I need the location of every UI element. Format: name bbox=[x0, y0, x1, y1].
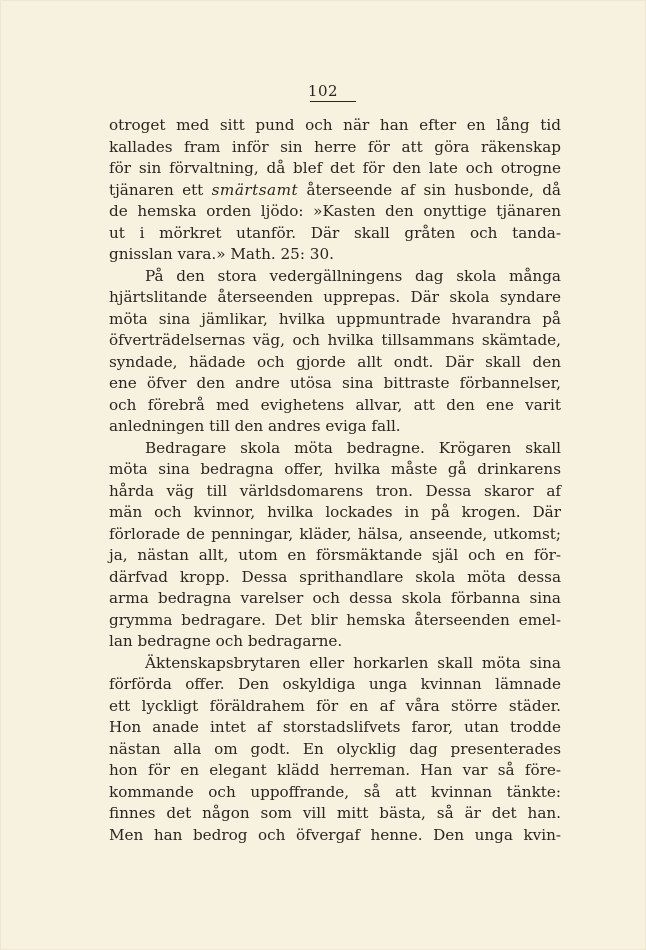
page-number: 102 bbox=[307, 82, 339, 100]
text-segment: återseende af sin husbonde, då bbox=[298, 180, 561, 199]
text-line: hjärtslitande återseenden upprepas. Där skola syndare bbox=[109, 288, 561, 306]
body-text bbox=[109, 115, 561, 846]
text-line: ett lyckligt föräldrahem för en af våra större städer. bbox=[109, 696, 561, 715]
text-line: hårda väg till världsdomarens tron. Dessa skaror af bbox=[109, 481, 561, 500]
text-line: öfverträdelsernas väg, och hvilka tillsammans skämtade, bbox=[109, 331, 561, 349]
text-line: därfvad kropp. Dessa sprithandlare skola möta dessa bbox=[109, 567, 561, 586]
page-number-rule bbox=[310, 101, 356, 102]
text-line: möta sina bedragna offer, hvilka måste gå drinkarens bbox=[109, 460, 561, 478]
paragraph-start-line: På den stora vedergällningens dag skola många bbox=[145, 266, 561, 285]
text-segment: tjänaren ett bbox=[109, 180, 212, 199]
paragraph-start-line: Bedragare skola möta bedragne. Krögaren skall bbox=[145, 438, 561, 457]
text-line: syndade, hädade och gjorde allt ondt. Där skall den bbox=[109, 352, 561, 371]
text-line: förlorade de penningar, kläder, hälsa, anseende, utkomst; bbox=[109, 524, 561, 543]
italic-emphasis: smärtsamt bbox=[211, 180, 299, 199]
text-line: anledningen till den andres eviga fall. bbox=[109, 417, 401, 435]
text-line: män och kvinnor, hvilka lockades in på krogen. Där bbox=[109, 503, 561, 521]
text-line: hon för en elegant klädd herreman. Han var så före- bbox=[109, 761, 561, 779]
text-line: ja, nästan allt, utom en försmäktande själ och en för- bbox=[109, 546, 561, 564]
text-line: otroget med sitt pund och när han efter en lång tid bbox=[109, 116, 561, 134]
paragraph-start-line: Äktenskapsbrytaren eller horkarlen skall möta sina bbox=[145, 653, 561, 672]
text-line: grymma bedragare. Det blir hemska återseenden emel- bbox=[109, 610, 561, 629]
text-line: och förebrå med evighetens allvar, att den ene varit bbox=[109, 395, 561, 414]
text-line: finnes det någon som vill mitt bästa, så är det han. bbox=[109, 804, 561, 822]
text-line: de hemska orden ljödo: »Kasten den onyttige tjänaren bbox=[109, 202, 561, 220]
text-line: arma bedragna varelser och dessa skola förbanna sina bbox=[109, 589, 561, 607]
text-line: ut i mörkret utanför. Där skall gråten och tanda- bbox=[109, 223, 561, 242]
text-line: möta sina jämlikar, hvilka uppmuntrade hvarandra på bbox=[109, 309, 561, 328]
text-line: förförda offer. Den oskyldiga unga kvinnan lämnade bbox=[109, 675, 561, 693]
text-line: lan bedragne och bedragarne. bbox=[109, 632, 343, 650]
text-line: kommande och uppoffrande, så att kvinnan tänkte: bbox=[109, 782, 561, 801]
text-line: kallades fram inför sin herre för att göra räkenskap bbox=[109, 137, 561, 156]
text-line: Men han bedrog och öfvergaf henne. Den unga kvin- bbox=[109, 825, 561, 844]
text-line: för sin förvaltning, då blef det för den late och otrogne bbox=[109, 159, 561, 177]
text-line: gnisslan vara.» Math. 25: 30. bbox=[109, 245, 334, 263]
text-line: ene öfver den andre utösa sina bittraste förbannelser, bbox=[109, 374, 561, 392]
text-line bbox=[109, 180, 561, 202]
text-line: nästan alla om godt. En olycklig dag presenterades bbox=[109, 739, 561, 758]
text-line: Hon anade intet af storstadslifvets faror, utan trodde bbox=[109, 718, 561, 736]
